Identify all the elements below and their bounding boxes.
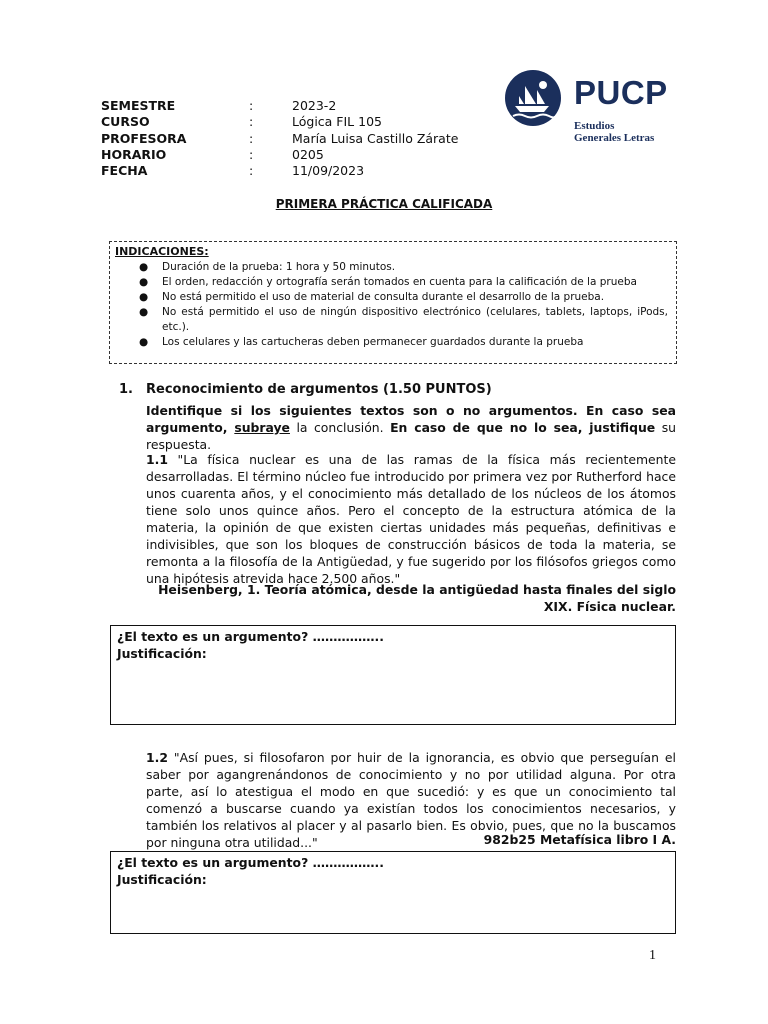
info-row-fecha [101,163,458,179]
bullet-icon: ● [139,336,149,348]
bullet-icon: ● [139,276,149,288]
info-colon: : [249,98,254,113]
question-source: 982b25 Metafísica libro I A. [483,832,676,847]
info-colon: : [249,130,254,146]
pucp-logo [505,70,685,150]
answer-justification-label: Justificación: [117,872,207,887]
instr-part: En caso de que no lo sea, justifique [390,420,656,435]
info-value: 2023-2 [292,98,337,113]
indicaciones-box [109,241,677,364]
answer-question: ¿El texto es un argumento? …………….. [117,629,384,644]
question-text: "La física nuclear es una de las ramas de la física más recientemente desarrolladas. El término núcleo fue introducido por primera vez por Rutherford hace unos cuarenta años, y el conocimiento más detallado de los núcleos de los átomos tiene solo unos quince años. Pero el concepto de la estructura atómica de la materia, la opinión de que existen ciertas unidades más pequeñas, definitivas e indivisibles, que son los bloques de construcción básicos de toda la materia, se remonta a la filosofía de la Antigüedad, y fue sugerido por los filósofos griegos como una hipótesis atrevida hace 2.500 años." [146,452,676,586]
section-number: 1. [119,382,133,397]
info-colon: : [249,146,254,162]
bullet-icon: ● [139,306,149,318]
instr-part: la conclusión. [289,420,391,435]
info-label: HORARIO [101,146,167,162]
bullet-icon: ● [139,261,149,273]
answer-justification-label: Justificación: [117,646,207,661]
question-1-1 [146,451,676,587]
indicaciones-heading: INDICACIONES: [115,245,209,258]
answer-question: ¿El texto es un argumento? …………….. [117,855,384,870]
list-item-text: No está permitido el uso de ningún dispositivo electrónico (celulares, tablets, laptops, iPods, etc.). [162,306,668,333]
info-label: CURSO [101,114,150,130]
logo-sub-line2: Generales Letras [574,132,655,144]
instr-part: su respuesta. [146,420,676,452]
info-value: María Luisa Castillo Zárate [292,130,459,146]
info-row-curso [101,114,458,130]
answer-box[interactable] [110,625,676,725]
section-title: Reconocimiento de argumentos (1.50 PUNTOS) [146,382,492,397]
list-item-text: El orden, redacción y ortografía serán tomados en cuenta para la calificación de la prueba [162,276,637,288]
list-item-text: No está permitido el uso de material de consulta durante el desarrollo de la prueba. [162,291,605,303]
answer-box[interactable] [110,851,676,934]
question-source: Heisenberg, 1. Teoría atómica, desde la antigüedad hasta finales del siglo XIX. Física nuclear. [158,582,676,614]
info-label: PROFESORA [101,130,187,146]
list-item-text: Duración de la prueba: 1 hora y 50 minutos. [162,261,396,273]
info-row-semestre [101,98,458,114]
list-item [110,290,676,305]
bullet-icon: ● [139,291,149,303]
page-number: 1 [649,948,656,963]
info-row-profesora [101,131,458,147]
info-value: 11/09/2023 [292,163,365,179]
info-value: Lógica FIL 105 [292,114,382,130]
info-value: 0205 [292,146,324,162]
page-title: PRIMERA PRÁCTICA CALIFICADA [275,197,493,211]
instr-underlined: subraye [234,420,290,435]
question-number: 1.2 [146,750,168,765]
info-label: SEMESTRE [101,98,176,113]
list-item [110,260,676,275]
info-row-horario [101,147,458,163]
question-number: 1.1 [146,452,168,467]
ship-emblem-icon [505,70,561,126]
list-item-text: Los celulares y las cartucheras deben permanecer guardados durante la prueba [162,336,584,348]
indicaciones-list [110,260,676,350]
info-label: FECHA [101,163,148,179]
list-item [110,275,676,290]
logo-sub-line1: Estudios [574,120,615,132]
question-text: "Así pues, si filosofaron por huir de la ignorancia, es obvio que perseguían el saber por agangrenándonos de conocimiento y no por utilidad alguna. Por otra parte, así lo atestigua el modo en que sucedió: y es que un conocimiento tal comenzó a buscarse cuando ya existían todos los conocimientos necesarios, y también los relativos al placer y al pasarlo bien. Es obvio, pues, que no la buscamos por ninguna otra utilidad..." [146,750,676,850]
list-item [110,335,676,350]
list-item [110,305,676,335]
info-colon: : [249,163,254,179]
logo-subtitle [574,120,654,144]
course-info [101,98,458,179]
section-instructions [146,402,676,453]
instr-part: Identifique si los siguientes textos son o no argumentos. En caso sea argumento, [146,403,676,435]
logo-name: PUCP [574,74,668,111]
info-colon: : [249,114,254,130]
